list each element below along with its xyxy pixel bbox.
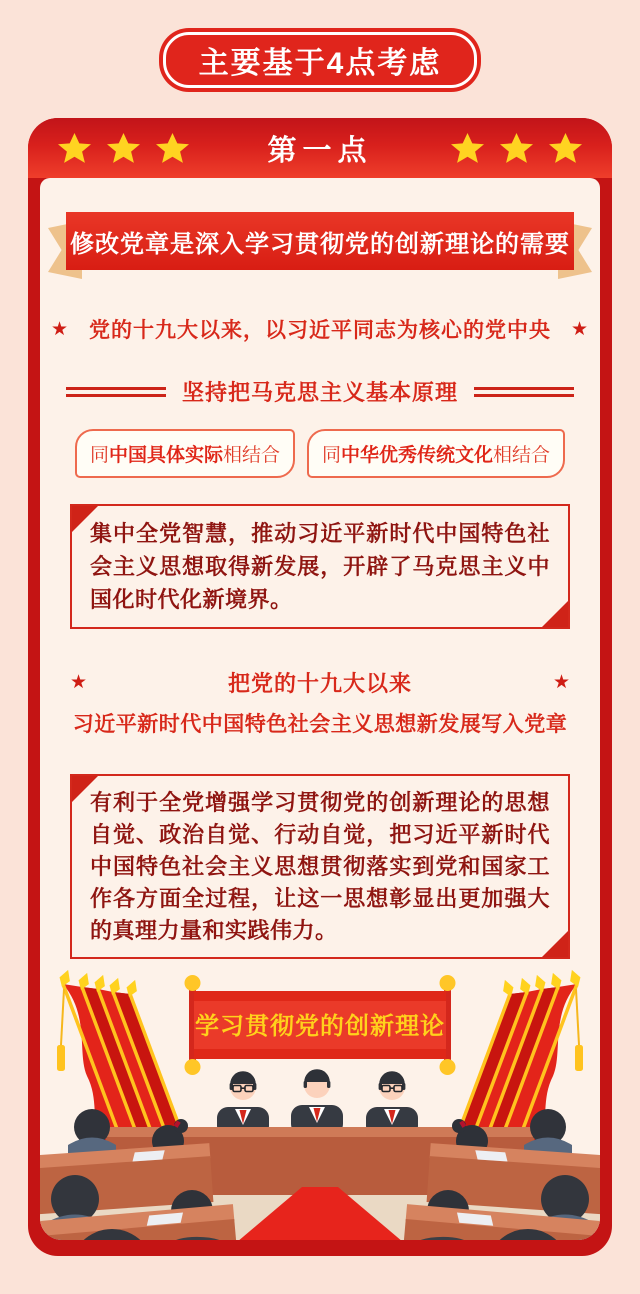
ribbon-title-text: 修改党章是深入学习贯彻党的创新理论的需要 [70,230,570,258]
section-number-title: 第一点 [267,134,373,167]
combine-box-china-reality [75,429,295,478]
principle-row [40,376,600,407]
red-star-icon: ★ [70,672,88,693]
gold-star-icon [500,132,533,164]
meeting-illustration [40,959,600,1240]
star-heading [40,667,600,738]
section-card [28,118,612,1256]
gold-star-icon [107,132,140,164]
main-title-pill [159,28,481,92]
scroll-banner-text: 学习贯彻党的创新理论 [195,1013,445,1041]
highlight-box-2 [70,774,570,959]
combine-suffix: 相结合 [493,445,551,466]
gold-star-icon [156,132,189,164]
combine-highlight: 中华优秀传统文化 [341,445,494,466]
corner-accent-bottom-right [542,601,568,627]
main-title-text: 主要基于4点考虑 [198,47,442,80]
section-panel [40,178,600,1240]
lead-line-text: 党的十九大以来，以习近平同志为核心的党中央 [89,319,551,342]
combine-row [40,429,600,478]
infographic-page [0,28,640,1294]
star-group-right [451,132,582,164]
double-line-divider [474,387,574,397]
corner-accent-top-left [72,776,98,802]
red-star-icon: ★ [50,318,69,340]
highlight-box-1-text: 集中全党智慧，推动习近平新时代中国特色社会主义思想取得新发展，开辟了马克思主义中国化时代化新境界。 [90,521,550,612]
combine-box-traditional-culture [307,429,565,478]
section-banner [28,118,612,178]
red-star-icon: ★ [552,672,570,693]
double-line-divider [66,387,166,397]
ribbon-bar [66,212,574,270]
highlight-box-2-text: 有利于全党增强学习贯彻党的创新理论的思想自觉、政治自觉、行动自觉，把习近平新时代中国特色社会主义思想贯彻落实到党和国家工作各方面全过程，让这一思想彰显出更加强大的真理力量和实践伟力。 [90,790,550,943]
gold-star-icon [549,132,582,164]
star-heading-line2: 习近平新时代中国特色社会主义思想新发展写入党章 [72,713,568,736]
gold-star-icon [451,132,484,164]
combine-highlight: 中国具体实际 [108,445,223,466]
lead-line [40,314,600,344]
principle-text: 坚持把马克思主义基本原理 [181,380,458,405]
star-group-left [58,132,189,164]
ribbon-title-banner [50,212,590,270]
combine-suffix: 相结合 [222,445,280,466]
combine-prefix: 同 [89,445,109,466]
scroll-banner [185,975,456,1075]
highlight-box-1 [70,504,570,629]
combine-prefix: 同 [322,445,342,466]
corner-accent-bottom-right [542,931,568,957]
red-star-icon: ★ [571,318,590,340]
star-heading-line1: 把党的十九大以来 [227,671,412,696]
corner-accent-top-left [72,506,98,532]
gold-star-icon [58,132,91,164]
meeting-illustration-svg [40,959,600,1240]
